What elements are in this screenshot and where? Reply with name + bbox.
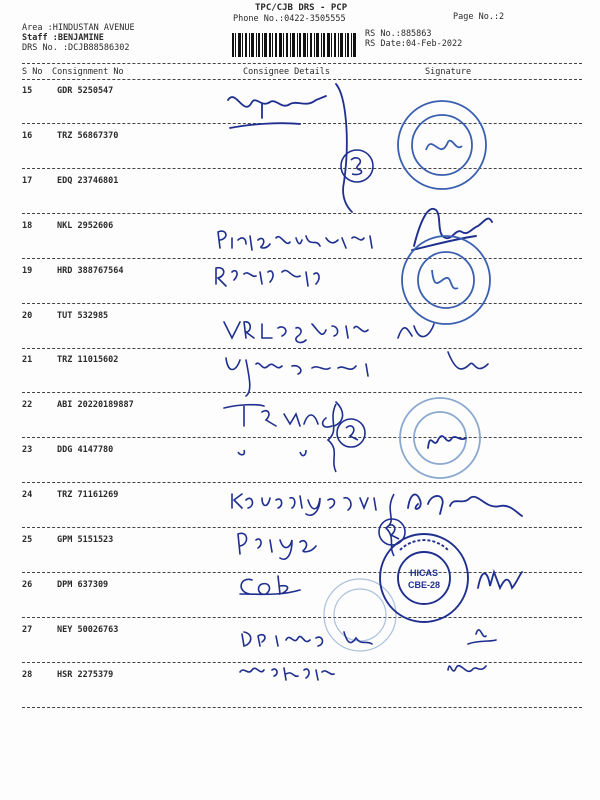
row-divider xyxy=(22,258,582,259)
row-serial-number: 21 xyxy=(22,355,33,366)
row-consignment-number: NKL 2952606 xyxy=(57,220,114,231)
stamp-cbe: CBE-28 xyxy=(407,580,441,590)
signature-priyadharshini xyxy=(218,231,372,250)
signature-row24 xyxy=(408,494,522,516)
row-divider xyxy=(22,707,582,708)
col-header-sno: S No xyxy=(22,67,43,77)
examinations-seal-icon xyxy=(380,534,468,622)
signature-kousalyadevi xyxy=(232,494,376,515)
company-seal-icon xyxy=(398,101,486,189)
row-consignment-number: TUT 532985 xyxy=(57,310,109,321)
row-divider xyxy=(22,303,582,304)
signature-ummasri xyxy=(226,352,488,396)
signature-rreeber xyxy=(216,268,319,286)
brace-mark xyxy=(386,494,394,556)
rs-number: RS No.:885863 xyxy=(365,29,432,39)
signature-mohan xyxy=(240,666,486,680)
row-serial-number: 24 xyxy=(22,490,33,501)
row-consignment-number: DPM 637309 xyxy=(57,579,109,590)
row-serial-number: 23 xyxy=(22,445,33,456)
row-consignment-number: HRD 388767564 xyxy=(57,265,124,276)
row-divider xyxy=(22,482,582,483)
signature-row26 xyxy=(478,572,522,588)
col-header-consignee: Consignee Details xyxy=(243,67,330,77)
row-divider xyxy=(22,662,582,663)
barcode xyxy=(232,33,357,57)
row-consignment-number: ABI 20220189887 xyxy=(57,400,134,411)
drs-number: DRS No. :DCJB88586302 xyxy=(22,43,130,53)
row-serial-number: 16 xyxy=(22,130,33,141)
row-divider xyxy=(22,168,582,169)
row-consignment-number: NEY 50026763 xyxy=(57,624,119,635)
column-header-divider xyxy=(22,79,582,80)
row-divider xyxy=(22,348,582,349)
area-field: Area :HINDUSTAN AVENUE xyxy=(22,23,135,33)
row-divider xyxy=(22,527,582,528)
row-divider xyxy=(22,437,582,438)
signature-logesham xyxy=(224,322,434,343)
row-consignment-number: HSR 2275379 xyxy=(57,669,114,680)
row-serial-number: 22 xyxy=(22,400,33,411)
row-consignment-number: EDQ 23746801 xyxy=(57,175,119,186)
row-consignment-number: GPM 5151523 xyxy=(57,535,114,545)
row-serial-number: 28 xyxy=(22,669,33,680)
page-number: Page No.:2 xyxy=(453,12,505,22)
signature-trmac xyxy=(224,402,343,427)
stamp-hicas: HICAS xyxy=(409,568,439,578)
row-divider xyxy=(22,213,582,214)
row-divider xyxy=(22,617,582,618)
signature-scribble-1 xyxy=(228,84,352,212)
signature-priya xyxy=(238,533,316,559)
col-header-signature: Signature xyxy=(425,67,472,77)
col-header-consignment: Consignment No xyxy=(52,67,124,77)
row-consignment-number: TRZ 56867370 xyxy=(57,130,119,141)
signature-cob xyxy=(240,576,300,594)
signature-roongodi xyxy=(412,209,492,250)
row-serial-number: 25 xyxy=(22,535,33,545)
row-serial-number: 18 xyxy=(22,220,33,231)
row-serial-number: 17 xyxy=(22,175,33,186)
row-consignment-number: GDR 5250547 xyxy=(57,86,114,96)
row-divider xyxy=(22,572,582,573)
row-serial-number: 27 xyxy=(22,624,33,635)
row-divider xyxy=(22,123,582,124)
header-divider xyxy=(22,63,582,64)
circled-number-icon xyxy=(337,419,365,447)
faint-stamp-icon xyxy=(324,579,396,651)
phone-number: Phone No.:0422-3505555 xyxy=(233,14,346,24)
ratna-seal-icon xyxy=(402,236,490,324)
row-consignment-number: DDG 4147780 xyxy=(57,445,114,456)
row-serial-number: 26 xyxy=(22,579,33,590)
ditto-mark xyxy=(238,450,306,456)
row-serial-number: 19 xyxy=(22,265,33,276)
sheet-title: TPC/CJB DRS - PCP xyxy=(255,3,348,13)
row-consignment-number: TRZ 11015602 xyxy=(57,355,119,366)
circled-number-icon xyxy=(341,150,373,182)
signature-drima xyxy=(242,630,496,646)
row-divider xyxy=(22,392,582,393)
row-serial-number: 20 xyxy=(22,310,33,321)
row-serial-number: 15 xyxy=(22,86,33,96)
row-consignment-number: TRZ 71161269 xyxy=(57,490,119,501)
circled-number-icon xyxy=(379,519,405,545)
rs-date: RS Date:04-Feb-2022 xyxy=(365,39,463,49)
staff-field: Staff :BENJAMINE xyxy=(22,33,104,43)
